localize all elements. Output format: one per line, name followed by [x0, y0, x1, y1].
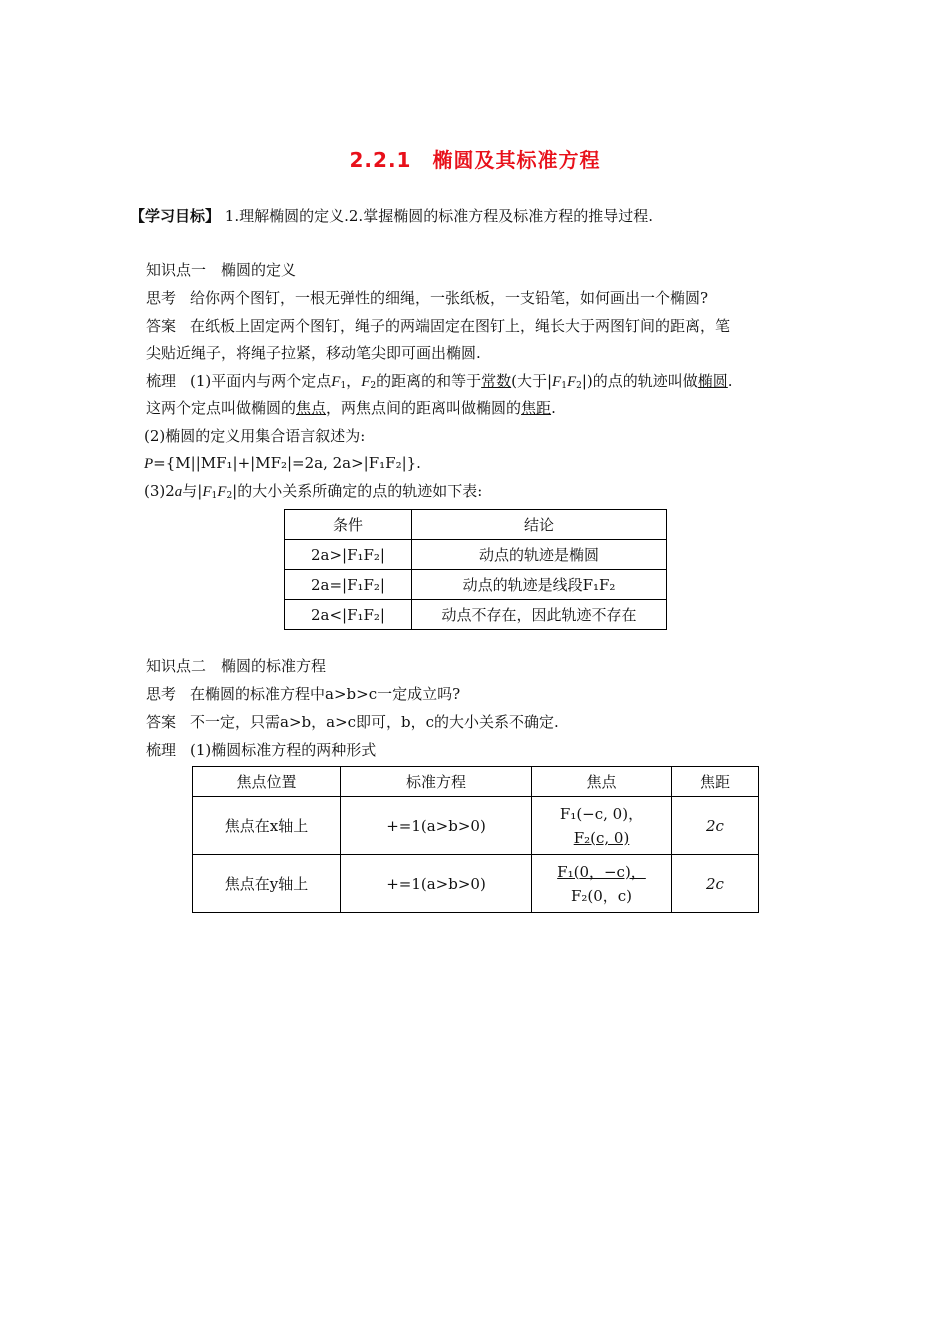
table-cell-position: 焦点在x轴上 [193, 797, 341, 855]
k2-answer [146, 712, 559, 732]
table-cell-condition: 2a=|F₁F₂| [285, 570, 412, 600]
k1-answer-text-2: 尖贴近绳子，将绳子拉紧，移动笔尖即可画出椭圆. [146, 344, 481, 362]
k1-s1-ellipse: 椭圆 [697, 372, 728, 390]
k1-heading: 知识点一 椭圆的定义 [146, 261, 297, 279]
learning-goal [130, 206, 653, 226]
table-cell-equation: +=1(a>b>0) [341, 797, 532, 855]
k1-s1-part-a: (1)平面内与两个定点 [190, 372, 332, 390]
k1-s2-part-b: ，两焦点间的距离叫做椭圆的 [326, 399, 522, 417]
table-header-row [285, 510, 667, 540]
k1-s4-part-a: (3)2 [144, 482, 175, 500]
k2-sort-label: 梳理 [146, 741, 177, 759]
k1-s2-focal-distance: 焦距 [521, 399, 552, 417]
trajectory-table [284, 509, 667, 630]
k1-s4-part-c: |的大小关系所确定的点的轨迹如下表: [232, 482, 483, 500]
k2-heading: 知识点二 椭圆的标准方程 [146, 657, 327, 675]
goal-text: 1.理解椭圆的定义.2.掌握椭圆的标准方程及标准方程的推导过程. [224, 207, 653, 225]
k1-sort-4: (3)2a与$|F_1F_2|$的大小关系所确定的点的轨迹如下表: [144, 482, 483, 501]
k1-think-label: 思考 [146, 289, 177, 307]
k2-think [146, 684, 460, 704]
table-cell-result: 动点的轨迹是线段F₁F₂ [412, 570, 667, 600]
k1-s2-focus: 焦点 [296, 399, 327, 417]
k1-set-body: ={M||MF₁|+|MF₂|=2a, 2a>|F₁F₂|}. [153, 454, 421, 472]
table-row [285, 570, 667, 600]
table-row [285, 540, 667, 570]
k2-think-label: 思考 [146, 685, 177, 703]
k1-set-expression [144, 453, 421, 474]
k1-s4-part-b: 与| [182, 482, 203, 500]
standard-equation-table [192, 766, 759, 913]
table-cell-foci [532, 855, 672, 913]
k1-s1-end: . [727, 372, 733, 390]
table-header-row [193, 767, 759, 797]
k1-think-text: 给你两个图钉，一根无弹性的细绳，一张纸板，一支铅笔，如何画出一个椭圆? [190, 289, 709, 307]
k1-think [146, 288, 708, 308]
focus-1: F₁(0，−c)， [557, 862, 646, 881]
table-row [285, 600, 667, 630]
k1-answer-label: 答案 [146, 317, 177, 335]
k1-sort-3: (2)椭圆的定义用集合语言叙述为: [144, 427, 366, 445]
table-header-cell: 结论 [412, 510, 667, 540]
k1-set-prefix: P [144, 456, 154, 472]
table-cell-focal-distance: 2c [672, 855, 759, 913]
k1-answer [146, 316, 730, 336]
k1-s1-part-b: 的距离的和等于 [376, 372, 482, 390]
k1-answer-text-1: 在纸板上固定两个图钉，绳子的两端固定在图钉上，绳长大于两图钉间的距离，笔 [190, 317, 731, 335]
table-header-cell: 条件 [285, 510, 412, 540]
k1-s2-end: . [551, 399, 556, 417]
k1-s1-part-c: (大于| [511, 372, 553, 390]
table-header-cell: 焦点位置 [193, 767, 341, 797]
focus-1: F₁(−c, 0)， [559, 804, 644, 823]
focus-2: F₂(c, 0) [573, 828, 630, 847]
table-header-cell: 焦距 [672, 767, 759, 797]
table-row [193, 797, 759, 855]
goal-label: 【学习目标】 [130, 207, 221, 225]
focus-2: F₂(0，c) [570, 886, 633, 905]
table-cell-equation: +=1(a>b>0) [341, 855, 532, 913]
table-header-cell: 标准方程 [341, 767, 532, 797]
table-cell-result: 动点的轨迹是椭圆 [412, 540, 667, 570]
k1-sort-2 [146, 398, 556, 418]
table-header-cell: 焦点 [532, 767, 672, 797]
table-cell-result: 动点不存在，因此轨迹不存在 [412, 600, 667, 630]
table-cell-condition: 2a>|F₁F₂| [285, 540, 412, 570]
k1-s2-part-a: 这两个定点叫做椭圆的 [146, 399, 297, 417]
table-cell-condition: 2a<|F₁F₂| [285, 600, 412, 630]
k1-sort-label: 梳理 [146, 372, 177, 390]
k2-answer-text: 不一定，只需a>b，a>c即可，b，c的大小关系不确定. [190, 713, 559, 731]
table-row [193, 855, 759, 913]
table-cell-focal-distance: 2c [672, 797, 759, 855]
k1-s1-constant: 常数 [481, 372, 512, 390]
k2-sort [146, 740, 376, 760]
k2-answer-label: 答案 [146, 713, 177, 731]
table-cell-foci [532, 797, 672, 855]
page-title: 2.2.1 椭圆及其标准方程 [349, 148, 601, 172]
table-cell-position: 焦点在y轴上 [193, 855, 341, 913]
k1-s1-part-d: |)的点的轨迹叫做 [581, 372, 698, 390]
k2-sort-text: (1)椭圆标准方程的两种形式 [190, 741, 377, 759]
k2-think-text: 在椭圆的标准方程中a>b>c一定成立吗? [190, 685, 461, 703]
k1-sort-1: 梳理 (1)平面内与两个定点$F_1$，$F_2$的距离的和等于常数(大于$|F_1F_2|$)的点的轨迹叫做椭圆. [146, 372, 733, 391]
